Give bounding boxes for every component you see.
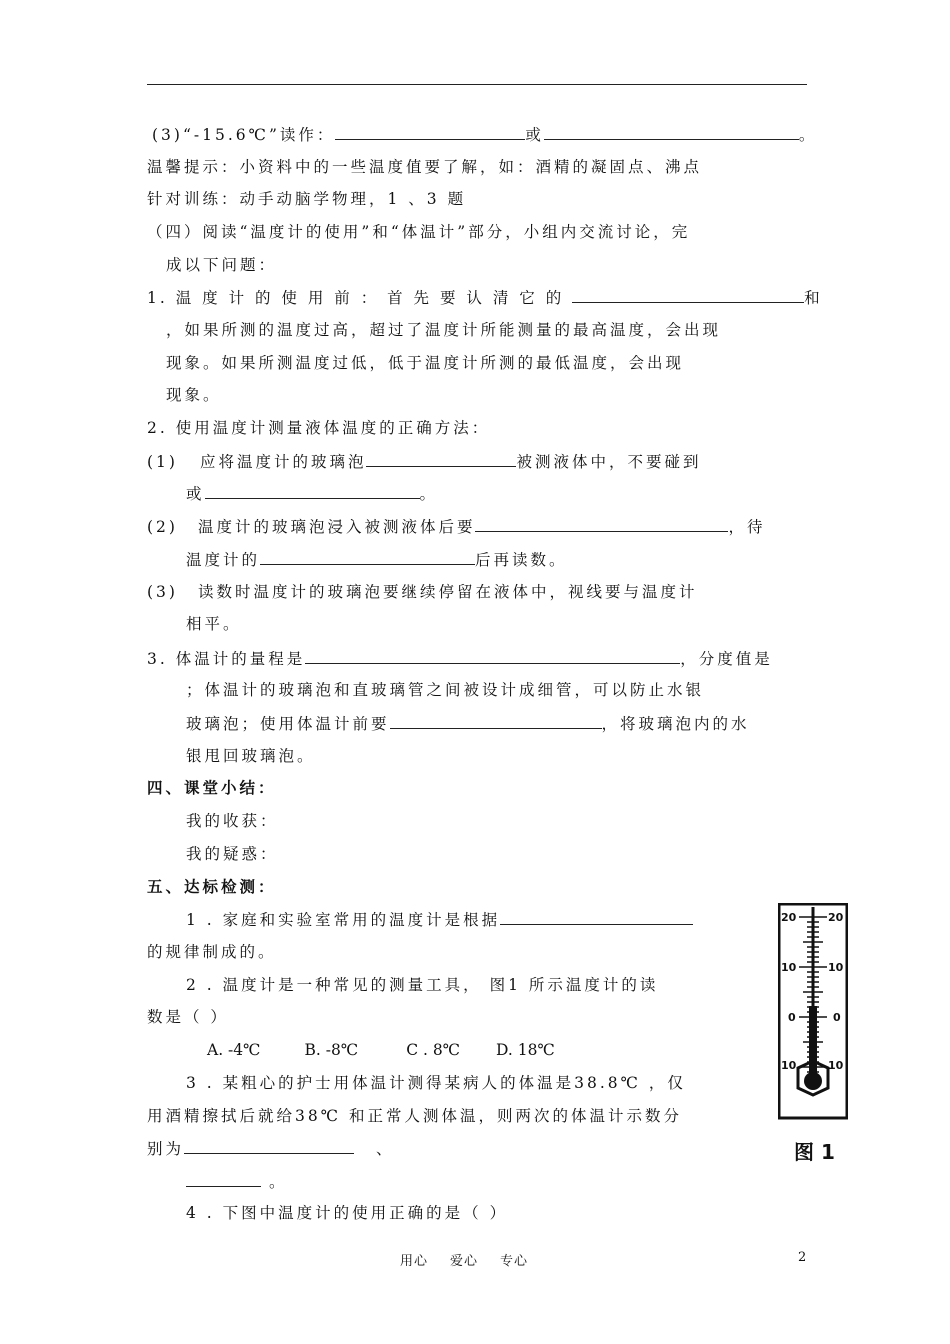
q2-3-line <box>147 582 697 602</box>
tick-label: 0 <box>788 1011 796 1024</box>
text: 玻璃泡；使用体温计前要 <box>186 715 390 733</box>
text: 和 <box>804 289 823 307</box>
text: ，待 <box>728 518 766 536</box>
footer-text: 用心 <box>400 1254 429 1269</box>
section-four: （四）阅读“温度计的使用”和“体温计”部分，小组内交流讨论，完 <box>147 223 691 241</box>
text-line: 我的疑惑： <box>186 845 279 863</box>
blank[interactable] <box>390 713 602 729</box>
text: 后再读数。 <box>475 551 568 569</box>
text: 1 . 家庭和实验室常用的温度计是根据 <box>186 911 501 929</box>
item-number: (3) <box>147 583 178 601</box>
tick-label: 20 <box>781 911 797 924</box>
blank[interactable] <box>475 516 728 532</box>
text-line: 用酒精擦拭后就给38℃ 和正常人测体温，则两次的体温计示数分 <box>147 1107 682 1125</box>
text: 被测液体中，不要碰到 <box>516 453 702 471</box>
header-rule <box>147 84 807 85</box>
text-line <box>186 1171 288 1192</box>
footer-text: 爱心 <box>450 1254 479 1269</box>
figure-caption: 图 1 <box>794 1140 835 1164</box>
option-d[interactable]: D. 18℃ <box>496 1041 555 1059</box>
practice-line: 针对训练：动手动脑学物理，1 、3 题 <box>147 190 467 208</box>
blank[interactable] <box>500 909 693 925</box>
text: 别为 <box>147 1140 185 1158</box>
text: 或 <box>186 485 205 503</box>
text: 温度计的玻璃泡浸入被测液体后要 <box>197 518 476 536</box>
text: 1. 温 度 计 的 使 用 前 ： 首 先 要 认 清 它 的 <box>147 289 565 307</box>
text-line <box>186 549 568 570</box>
text-line: 我的收获： <box>186 812 279 830</box>
text-line: 银甩回玻璃泡。 <box>186 747 316 765</box>
q2-2-line <box>147 516 766 537</box>
text-line: 相平。 <box>186 615 242 633</box>
footer-text: 专心 <box>500 1254 529 1269</box>
blank[interactable] <box>186 1171 261 1187</box>
text: 。 <box>269 1173 288 1191</box>
text-line: ；体温计的玻璃泡和直玻璃管之间被设计成细管，可以防止水银 <box>186 681 705 699</box>
blank[interactable] <box>205 483 420 499</box>
text-line <box>147 1138 395 1159</box>
text: 应将温度计的玻璃泡 <box>199 453 367 471</box>
tick-label: 10 <box>828 1059 844 1072</box>
test-q2: 2 . 温度计是一种常见的测量工具， 图1 所示温度计的读 <box>186 976 659 994</box>
text: 。 <box>419 485 439 503</box>
blank[interactable] <box>260 549 475 565</box>
q2-heading: 2. 使用温度计测量液体温度的正确方法： <box>147 419 491 437</box>
text: 读数时温度计的玻璃泡要继续停留在液体中，视线要与温度计 <box>197 583 698 601</box>
text: 3. 体温计的量程是 <box>147 650 306 668</box>
item-number: (1) <box>147 453 178 471</box>
text: 。 <box>798 126 818 144</box>
q1-line <box>147 287 823 308</box>
blank[interactable] <box>544 124 799 140</box>
text-line: ，如果所测的温度过高，超过了温度计所能测量的最高温度，会出现 <box>166 321 722 339</box>
tick-label: 10 <box>781 1059 797 1072</box>
tick-label: 10 <box>828 961 844 974</box>
blank[interactable] <box>335 124 525 140</box>
blank[interactable] <box>184 1138 354 1154</box>
heading-test: 五、达标检测： <box>147 877 277 896</box>
tick-label: 20 <box>828 911 844 924</box>
text: ，将玻璃泡内的水 <box>601 715 750 733</box>
page-number: 2 <box>798 1250 807 1265</box>
blank[interactable] <box>366 451 516 467</box>
q2-1-line <box>147 451 702 472</box>
q2-options <box>207 1040 555 1060</box>
tick-label: 10 <box>781 961 797 974</box>
text-line: 数是（ ） <box>147 1008 229 1026</box>
text-line: 成以下问题： <box>166 256 278 274</box>
tip-line: 温馨提示：小资料中的一些温度值要了解，如：酒精的凝固点、沸点 <box>147 158 703 176</box>
thermometer-figure <box>778 903 848 1123</box>
text-line <box>186 713 750 734</box>
test-q4: 4 . 下图中温度计的使用正确的是（ ） <box>186 1204 509 1222</box>
text: 温度计的 <box>186 551 261 569</box>
option-a[interactable]: A. -4℃ <box>207 1041 261 1059</box>
blank[interactable] <box>305 648 680 664</box>
blank[interactable] <box>572 287 804 303</box>
option-b[interactable]: B. -8℃ <box>304 1041 359 1059</box>
text: 、 <box>376 1140 395 1158</box>
q3-line <box>147 648 773 669</box>
footer <box>400 1250 550 1269</box>
tick-label: 0 <box>833 1011 841 1024</box>
text-line <box>186 483 438 504</box>
text-line: 现象。如果所测温度过低，低于温度计所测的最低温度，会出现 <box>166 354 685 372</box>
test-q1 <box>186 909 693 930</box>
item-number: (2) <box>147 518 178 536</box>
test-q3: 3 . 某粗心的护士用体温计测得某病人的体温是38.8℃ ，仅 <box>186 1074 686 1092</box>
text-line: 的规律制成的。 <box>147 943 277 961</box>
line-reading <box>152 124 817 145</box>
heading-summary: 四、课堂小结： <box>147 778 277 797</box>
option-c[interactable]: C . 8℃ <box>406 1041 461 1059</box>
text-line: 现象。 <box>166 386 222 404</box>
text: (3)“-15.6℃”读作： <box>152 126 336 144</box>
text: 或 <box>525 126 544 144</box>
text: ，分度值是 <box>680 650 773 668</box>
